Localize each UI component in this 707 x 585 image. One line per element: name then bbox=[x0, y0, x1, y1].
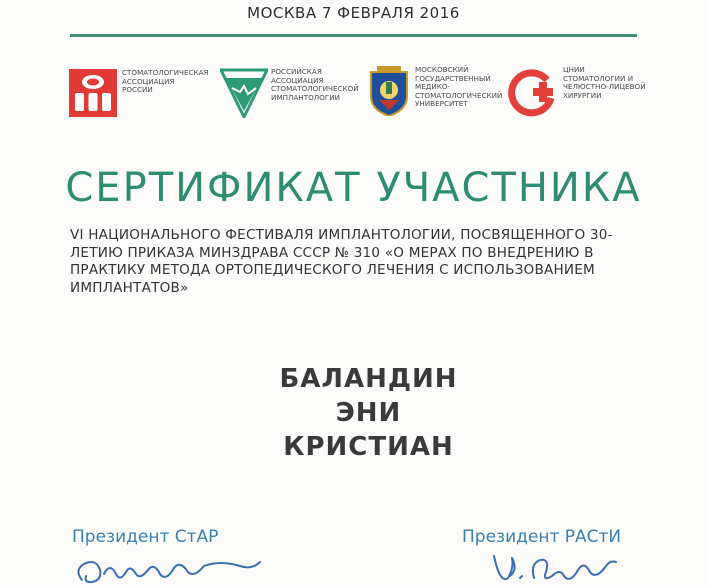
recipient-name bbox=[0, 362, 707, 464]
left-signature bbox=[70, 552, 270, 585]
certificate-description: VI НАЦИОНАЛЬНОГО ФЕСТИВАЛЯ ИМПЛАНТОЛОГИИ, ПОСВЯЩЕННОГО 30-ЛЕТИЮ ПРИКАЗА МИНЗДРАВА СССР № 310 «О МЕРАХ ПО ВНЕДРЕНИЮ В ПРАКТИКУ МЕТОДА ОРТОПЕДИЧЕСКОГО ЛЕЧЕНИЯ С ИСПОЛЬЗОВАНИЕМ ИМПЛАНТАТОВ» bbox=[70, 227, 613, 296]
rasti-v-icon bbox=[220, 68, 268, 118]
recipient-patronymic: КРИСТИАН bbox=[283, 432, 454, 462]
header-rule bbox=[70, 34, 637, 37]
star-association-icon bbox=[69, 69, 117, 117]
university-logo-text: МОСКОВСКИЙ ГОСУДАРСТВЕННЫЙ МЕДИКО- СТОМАТОЛОГИЧЕСКИЙ УНИВЕРСИТЕТ bbox=[415, 65, 503, 109]
certificate-title: СЕРТИФИКАТ УЧАСТНИКА bbox=[65, 165, 642, 211]
cnii-logo-text: ЦНИИ СТОМАТОЛОГИИ И ЧЕЛЮСТНО-ЛИЦЕВОЙ ХИРУРГИИ bbox=[563, 65, 646, 100]
star-logo bbox=[69, 69, 117, 117]
star-logo-text: СТОМАТОЛОГИЧЕСКАЯ АССОЦИАЦИЯ РОССИИ bbox=[122, 68, 209, 95]
cnii-logo bbox=[507, 68, 557, 118]
right-signature-label: Президент РАСтИ bbox=[462, 527, 622, 547]
recipient-first-name: ЭНИ bbox=[335, 398, 402, 428]
cnii-cross-icon bbox=[507, 68, 557, 118]
university-logo bbox=[369, 66, 409, 116]
rasti-logo bbox=[220, 68, 268, 118]
university-crest-icon bbox=[369, 66, 409, 116]
rasti-logo-text: РОССИЙСКАЯ АССОЦИАЦИЯ СТОМАТОЛОГИЧЕСКОЙ ИМПЛАНТОЛОГИИ bbox=[271, 67, 359, 102]
right-signature bbox=[490, 548, 620, 585]
recipient-surname: БАЛАНДИН bbox=[279, 364, 458, 394]
left-signature-label: Президент СтАР bbox=[72, 527, 219, 547]
event-date: МОСКВА 7 ФЕВРАЛЯ 2016 bbox=[247, 4, 460, 22]
